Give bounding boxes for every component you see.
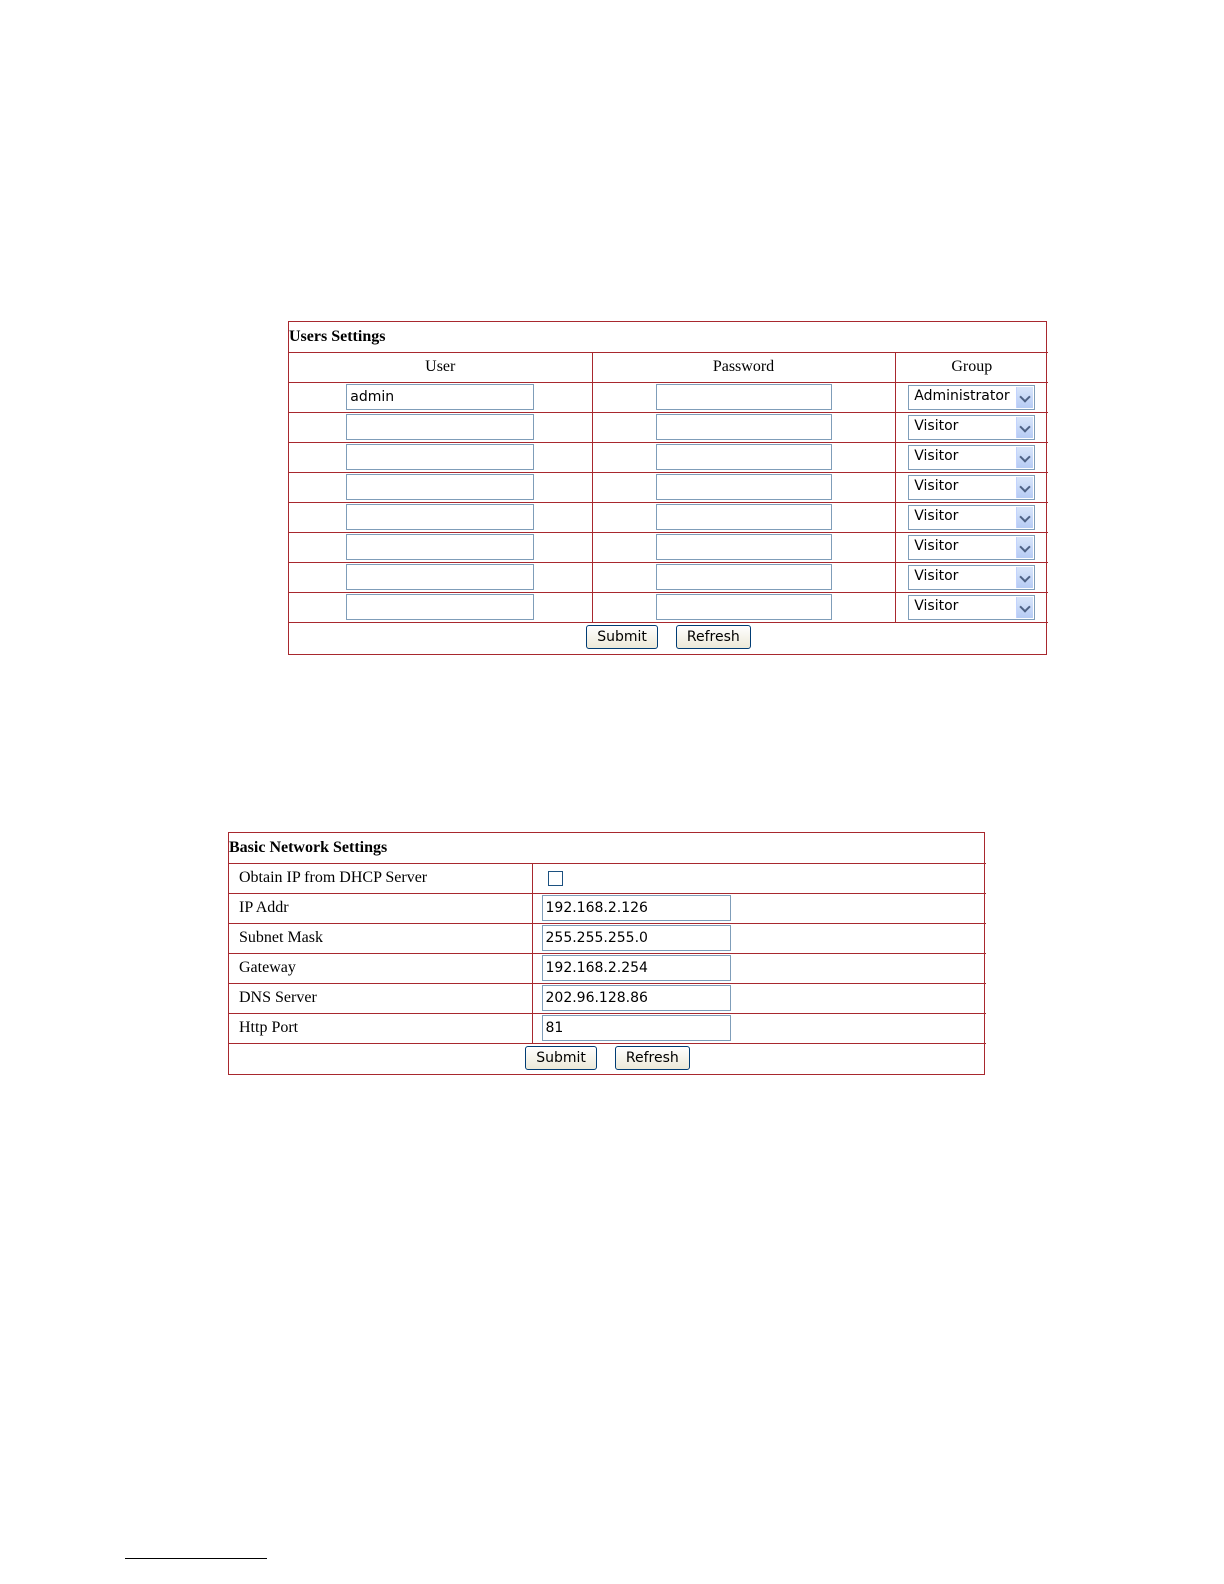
user-row [289, 562, 1048, 592]
network-field-cell [532, 893, 986, 923]
network-field-label: Gateway [229, 953, 532, 983]
network-field-cell [532, 953, 986, 983]
group-cell [895, 592, 1048, 622]
network-refresh-button[interactable]: Refresh [615, 1046, 690, 1070]
group-cell [895, 442, 1048, 472]
chevron-down-icon[interactable] [1016, 447, 1033, 468]
password-cell [592, 412, 895, 442]
chevron-down-icon[interactable] [1016, 387, 1033, 408]
dhcp-cell [532, 863, 986, 893]
network-field-input[interactable] [542, 985, 731, 1011]
password-input[interactable] [656, 564, 832, 590]
user-input[interactable] [346, 444, 534, 470]
network-field-row [229, 923, 986, 953]
user-input[interactable] [346, 384, 534, 410]
network-field-input[interactable] [542, 895, 731, 921]
group-cell [895, 532, 1048, 562]
chevron-down-icon[interactable] [1016, 537, 1033, 558]
user-input[interactable] [346, 474, 534, 500]
user-row [289, 502, 1048, 532]
chevron-down-icon[interactable] [1016, 507, 1033, 528]
network-field-cell [532, 1013, 986, 1043]
user-row [289, 532, 1048, 562]
group-cell [895, 472, 1048, 502]
group-select[interactable] [908, 385, 1035, 410]
password-input[interactable] [656, 414, 832, 440]
user-cell [289, 442, 592, 472]
network-field-cell [532, 983, 986, 1013]
network-submit-button[interactable]: Submit [525, 1046, 597, 1070]
dhcp-label: Obtain IP from DHCP Server [229, 863, 532, 893]
user-cell [289, 592, 592, 622]
group-select[interactable] [908, 595, 1035, 620]
password-cell [592, 382, 895, 412]
column-header-group: Group [895, 352, 1048, 382]
group-select-value: Visitor [914, 507, 959, 524]
group-cell [895, 412, 1048, 442]
group-select[interactable] [908, 415, 1035, 440]
user-input[interactable] [346, 564, 534, 590]
users-actions [289, 622, 1048, 652]
group-select-value: Visitor [914, 597, 959, 614]
network-field-label: DNS Server [229, 983, 532, 1013]
group-select[interactable] [908, 475, 1035, 500]
group-select-value: Visitor [914, 447, 959, 464]
password-cell [592, 442, 895, 472]
network-field-rows [229, 893, 986, 1043]
network-field-label: Http Port [229, 1013, 532, 1043]
network-field-label: IP Addr [229, 893, 532, 923]
users-submit-button[interactable]: Submit [586, 625, 658, 649]
user-rows [289, 382, 1048, 622]
user-cell [289, 412, 592, 442]
footnote-divider [125, 1558, 267, 1559]
chevron-down-icon[interactable] [1016, 417, 1033, 438]
password-input[interactable] [656, 444, 832, 470]
user-row [289, 442, 1048, 472]
chevron-down-icon[interactable] [1016, 597, 1033, 618]
group-select-value: Visitor [914, 567, 959, 584]
network-field-row [229, 1013, 986, 1043]
password-cell [592, 592, 895, 622]
group-cell [895, 382, 1048, 412]
password-cell [592, 562, 895, 592]
group-cell [895, 562, 1048, 592]
group-select[interactable] [908, 445, 1035, 470]
column-header-user: User [289, 352, 592, 382]
network-field-input[interactable] [542, 1015, 731, 1041]
group-select[interactable] [908, 535, 1035, 560]
password-input[interactable] [656, 504, 832, 530]
network-field-cell [532, 923, 986, 953]
user-cell [289, 382, 592, 412]
network-actions [229, 1043, 986, 1073]
dhcp-checkbox[interactable] [548, 871, 563, 886]
user-input[interactable] [346, 504, 534, 530]
group-select-value: Administrator [914, 387, 1010, 404]
user-cell [289, 532, 592, 562]
password-input[interactable] [656, 474, 832, 500]
network-field-row [229, 953, 986, 983]
users-settings-panel [288, 321, 1047, 655]
password-input[interactable] [656, 534, 832, 560]
chevron-down-icon[interactable] [1016, 567, 1033, 588]
user-row [289, 472, 1048, 502]
password-cell [592, 502, 895, 532]
user-input[interactable] [346, 414, 534, 440]
user-input[interactable] [346, 594, 534, 620]
user-row [289, 592, 1048, 622]
network-field-label: Subnet Mask [229, 923, 532, 953]
users-refresh-button[interactable]: Refresh [676, 625, 751, 649]
group-select-value: Visitor [914, 477, 959, 494]
users-settings-title: Users Settings [289, 322, 1048, 352]
user-row [289, 382, 1048, 412]
group-select[interactable] [908, 505, 1035, 530]
password-cell [592, 532, 895, 562]
user-row [289, 412, 1048, 442]
user-cell [289, 562, 592, 592]
group-select[interactable] [908, 565, 1035, 590]
column-header-password: Password [592, 352, 895, 382]
password-input[interactable] [656, 384, 832, 410]
group-select-value: Visitor [914, 537, 959, 554]
network-field-row [229, 893, 986, 923]
chevron-down-icon[interactable] [1016, 477, 1033, 498]
user-cell [289, 502, 592, 532]
network-settings-title: Basic Network Settings [229, 833, 986, 863]
network-field-input[interactable] [542, 925, 731, 951]
user-cell [289, 472, 592, 502]
password-input[interactable] [656, 594, 832, 620]
group-select-value: Visitor [914, 417, 959, 434]
password-cell [592, 472, 895, 502]
network-settings-panel [228, 832, 985, 1075]
user-input[interactable] [346, 534, 534, 560]
network-field-row [229, 983, 986, 1013]
group-cell [895, 502, 1048, 532]
network-field-input[interactable] [542, 955, 731, 981]
